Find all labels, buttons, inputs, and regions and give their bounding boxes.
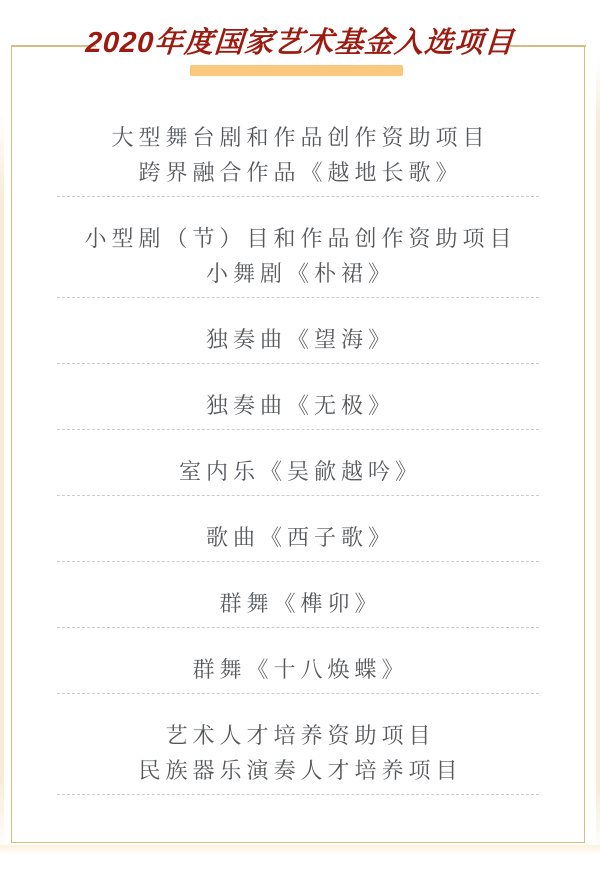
project-line: 大型舞台剧和作品创作资助项目 bbox=[111, 125, 490, 150]
bottom-edge-decoration bbox=[0, 845, 600, 855]
project-list bbox=[11, 45, 585, 819]
project-section bbox=[11, 221, 585, 291]
project-line: 歌曲《西子歌》 bbox=[205, 525, 395, 550]
project-section bbox=[11, 388, 585, 423]
project-line: 小舞剧《朴裙》 bbox=[205, 261, 395, 286]
dashed-divider bbox=[57, 363, 539, 364]
project-section bbox=[11, 454, 585, 489]
project-line: 群舞《榫卯》 bbox=[219, 591, 382, 616]
dashed-divider bbox=[57, 495, 539, 496]
project-section bbox=[11, 120, 585, 190]
project-line: 艺术人才培养资助项目 bbox=[165, 723, 436, 748]
dashed-divider bbox=[57, 429, 539, 430]
project-line: 独奏曲《无极》 bbox=[205, 393, 395, 418]
dashed-divider bbox=[57, 627, 539, 628]
dashed-divider bbox=[57, 196, 539, 197]
dashed-divider bbox=[57, 693, 539, 694]
project-line: 小型剧（节）目和作品创作资助项目 bbox=[84, 226, 517, 251]
project-section bbox=[11, 652, 585, 687]
project-line: 群舞《十八焕蝶》 bbox=[192, 657, 409, 682]
page-title: 2020年度国家艺术基金入选项目 bbox=[84, 27, 516, 59]
project-section bbox=[11, 322, 585, 357]
dashed-divider bbox=[57, 794, 539, 795]
dashed-divider bbox=[57, 297, 539, 298]
project-section bbox=[11, 520, 585, 555]
project-line: 民族器乐演奏人才培养项目 bbox=[138, 758, 463, 783]
project-section bbox=[11, 718, 585, 788]
project-line: 独奏曲《望海》 bbox=[205, 327, 395, 352]
project-section bbox=[11, 586, 585, 621]
left-edge-decoration bbox=[0, 108, 4, 853]
project-line: 室内乐《吴歈越吟》 bbox=[178, 459, 422, 484]
project-line: 跨界融合作品《越地长歌》 bbox=[138, 160, 463, 185]
dashed-divider bbox=[57, 561, 539, 562]
right-edge-decoration bbox=[596, 58, 600, 853]
